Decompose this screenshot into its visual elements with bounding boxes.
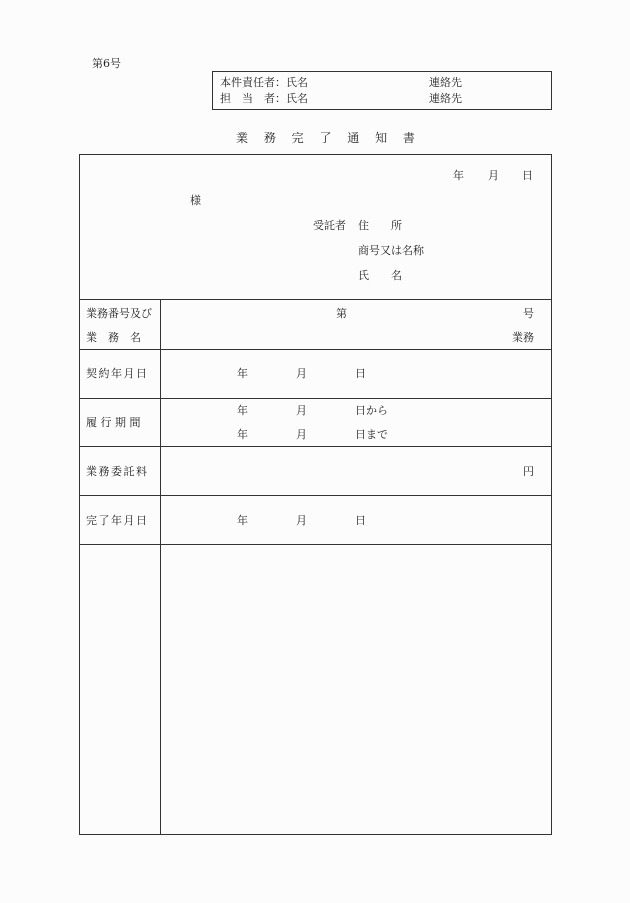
period-end-month: 月	[296, 428, 307, 441]
completion-date-label: 完了年月日	[86, 514, 149, 527]
fee-label: 業務委託料	[86, 465, 149, 478]
addressee-sama: 様	[190, 194, 201, 207]
name-label: 氏 名	[358, 269, 402, 282]
project-label-1: 業務番号及び	[86, 307, 152, 320]
person-contact: 連絡先	[429, 92, 462, 105]
form-number: 第6号	[92, 57, 121, 70]
contract-day: 日	[355, 367, 366, 380]
remarks-content-cell[interactable]	[161, 545, 551, 834]
contract-month: 月	[296, 367, 307, 380]
period-start-month: 月	[296, 404, 307, 417]
row-divider	[79, 446, 552, 447]
row-divider	[79, 495, 552, 496]
completion-month: 月	[296, 514, 307, 527]
period-end-year: 年	[237, 428, 248, 441]
contract-date-label: 契約年月日	[86, 367, 149, 380]
row-divider	[79, 349, 552, 350]
fee-yen: 円	[523, 465, 534, 478]
remarks-label-cell	[80, 545, 160, 834]
row-divider	[79, 398, 552, 399]
trade-name-label: 商号又は名称	[358, 244, 424, 257]
header-day: 日	[522, 169, 533, 182]
period-start-year: 年	[237, 404, 248, 417]
responsible-label: 本件責任者：氏名	[220, 76, 308, 89]
header-year: 年	[453, 169, 464, 182]
project-gyomu: 業務	[512, 331, 534, 344]
period-end-day: 日まで	[355, 428, 388, 441]
row-divider	[79, 299, 552, 300]
address-label: 住 所	[358, 219, 402, 232]
completion-year: 年	[237, 514, 248, 527]
project-label-2: 業 務 名	[86, 331, 141, 344]
contract-year: 年	[237, 367, 248, 380]
responsible-contact: 連絡先	[429, 76, 462, 89]
period-start-day: 日から	[355, 404, 388, 417]
completion-day: 日	[355, 514, 366, 527]
document-title: 業 務 完 了 通 知 書	[236, 131, 421, 145]
project-dai: 第	[336, 307, 347, 320]
project-go: 号	[523, 307, 534, 320]
consignee-label: 受託者	[313, 219, 346, 232]
person-label: 担 当 者：氏名	[220, 92, 308, 105]
header-month: 月	[488, 169, 499, 182]
period-label: 履 行 期 間	[86, 416, 141, 429]
